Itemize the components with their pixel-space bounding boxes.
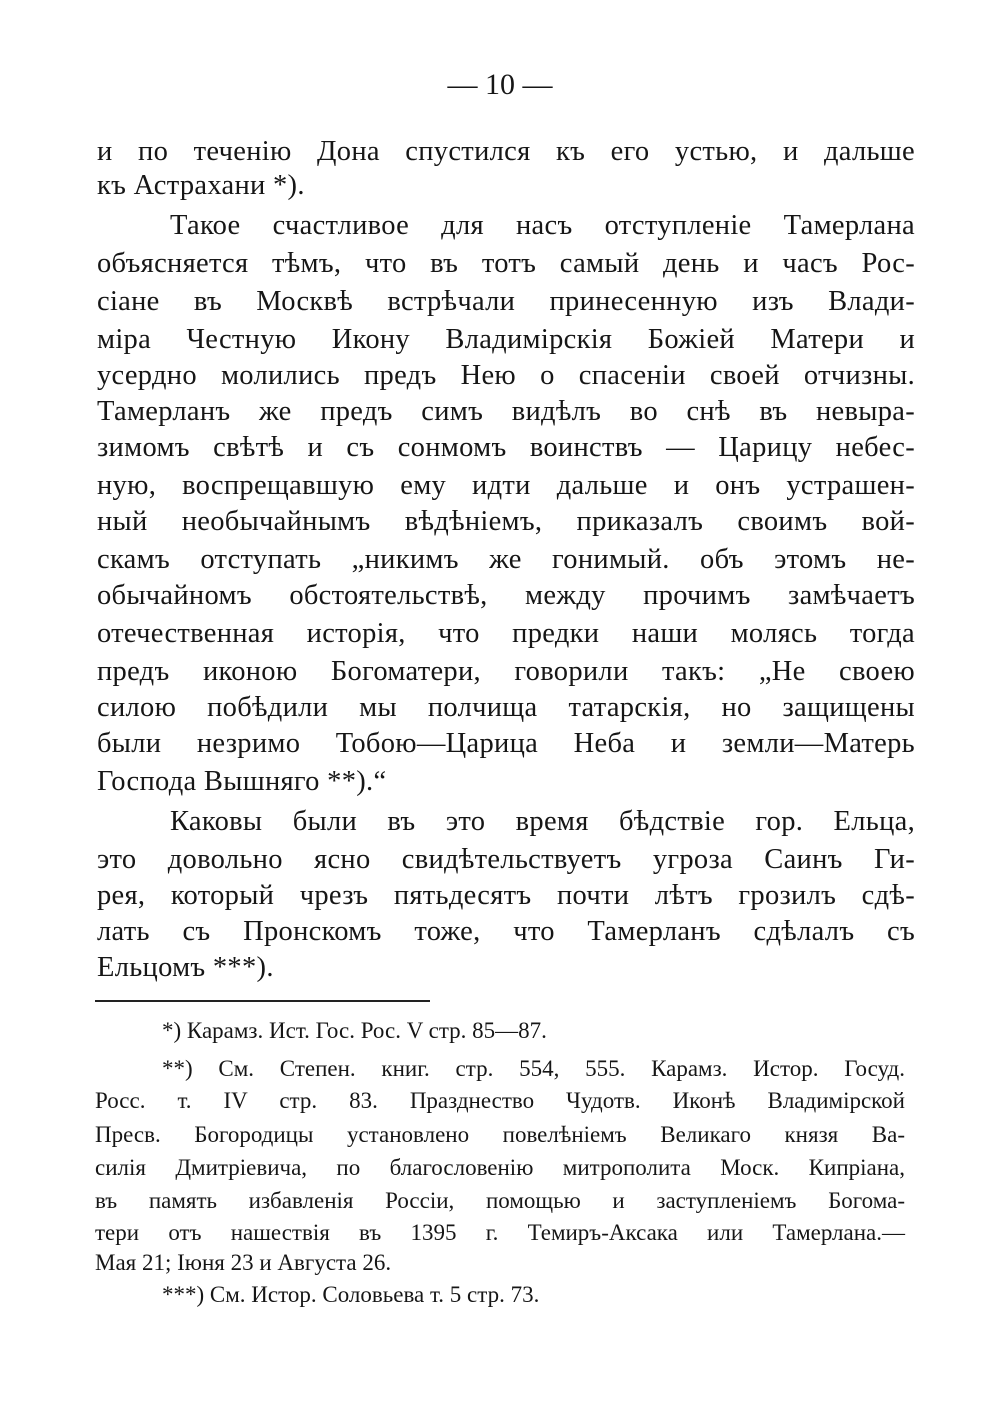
text-line: Ельцомъ ***).	[97, 952, 274, 983]
footnote-line: **) См. Степен. книг. стр. 554, 555. Карамз. Истор. Госуд.	[162, 1056, 905, 1081]
footnote-line: Росс. т. IV стр. 83. Празднество Чудотв. Иконѣ Владимірской	[95, 1088, 905, 1113]
footnote-line: Мая 21; Іюня 23 и Августа 26.	[95, 1250, 392, 1275]
text-line: объясняется тѣмъ, что въ тотъ самый день и часъ Рос-	[97, 248, 915, 279]
text-line: усердно молились предъ Нею о спасеніи своей отчизны.	[97, 360, 915, 391]
text-line: лать съ Пронскомъ тоже, что Тамерланъ сдѣлалъ съ	[97, 916, 915, 947]
footnote-line: ***) См. Истор. Соловьева т. 5 стр. 73.	[162, 1282, 540, 1307]
text-line: Тамерланъ же предъ симъ видѣлъ во снѣ въ невыра-	[97, 396, 915, 427]
text-line: міра Честную Икону Владимірскія Божіей Матери и	[97, 324, 915, 355]
footnote-line: въ память избавленія Россіи, помощью и заступленіемъ Богома-	[95, 1188, 905, 1213]
footnote-line: Пресв. Богородицы установлено повелѣніемъ Великаго князя Ва-	[95, 1122, 905, 1147]
text-line: силою побѣдили мы полчища татарскія, но защищены	[97, 692, 915, 723]
text-line: зимомъ свѣтѣ и съ сонмомъ воинствъ — Царицу небес-	[97, 432, 915, 463]
footnote-line: силія Дмитріевича, по благословенію митрополита Моск. Кипріана,	[95, 1155, 905, 1180]
text-line: рея, который чрезъ пятьдесятъ почти лѣтъ грозилъ сдѣ-	[97, 880, 915, 911]
text-line: были незримо Тобою—Царица Неба и земли—Матерь	[97, 728, 915, 759]
text-line: и по теченію Дона спустился къ его устью, и дальше	[97, 136, 915, 167]
text-line: сіане въ Москвѣ встрѣчали принесенную изъ Влади-	[97, 286, 915, 317]
footnote-line: тери отъ нашествія въ 1395 г. Темиръ-Аксака или Тамерлана.—	[95, 1220, 905, 1245]
text-line: Господа Вышняго **).“	[97, 766, 387, 797]
page-number: — 10 —	[447, 68, 553, 101]
text-line: обычайномъ обстоятельствѣ, между прочимъ замѣчаетъ	[97, 580, 915, 611]
text-line: ную, воспрещавшую ему идти дальше и онъ устрашен-	[97, 470, 915, 501]
text-line: Такое счастливое для насъ отступленіе Тамерлана	[170, 210, 915, 241]
text-line: отечественная исторія, что предки наши молясь тогда	[97, 618, 915, 649]
text-line: предъ иконою Богоматери, говорили такъ: „Не своею	[97, 656, 915, 687]
text-line: къ Астрахани *).	[97, 170, 305, 201]
text-line: скамъ отступать „никимъ же гонимый. объ этомъ не-	[97, 544, 915, 575]
text-line: это довольно ясно свидѣтельствуетъ угроза Саинъ Ги-	[97, 844, 915, 875]
footnote-line: *) Карамз. Ист. Гос. Рос. V стр. 85—87.	[162, 1018, 547, 1043]
text-line: ный необычайнымъ вѣдѣніемъ, приказалъ своимъ вой-	[97, 506, 915, 537]
footnote-divider	[95, 1000, 430, 1002]
text-line: Каковы были въ это время бѣдствіе гор. Ельца,	[170, 806, 915, 837]
